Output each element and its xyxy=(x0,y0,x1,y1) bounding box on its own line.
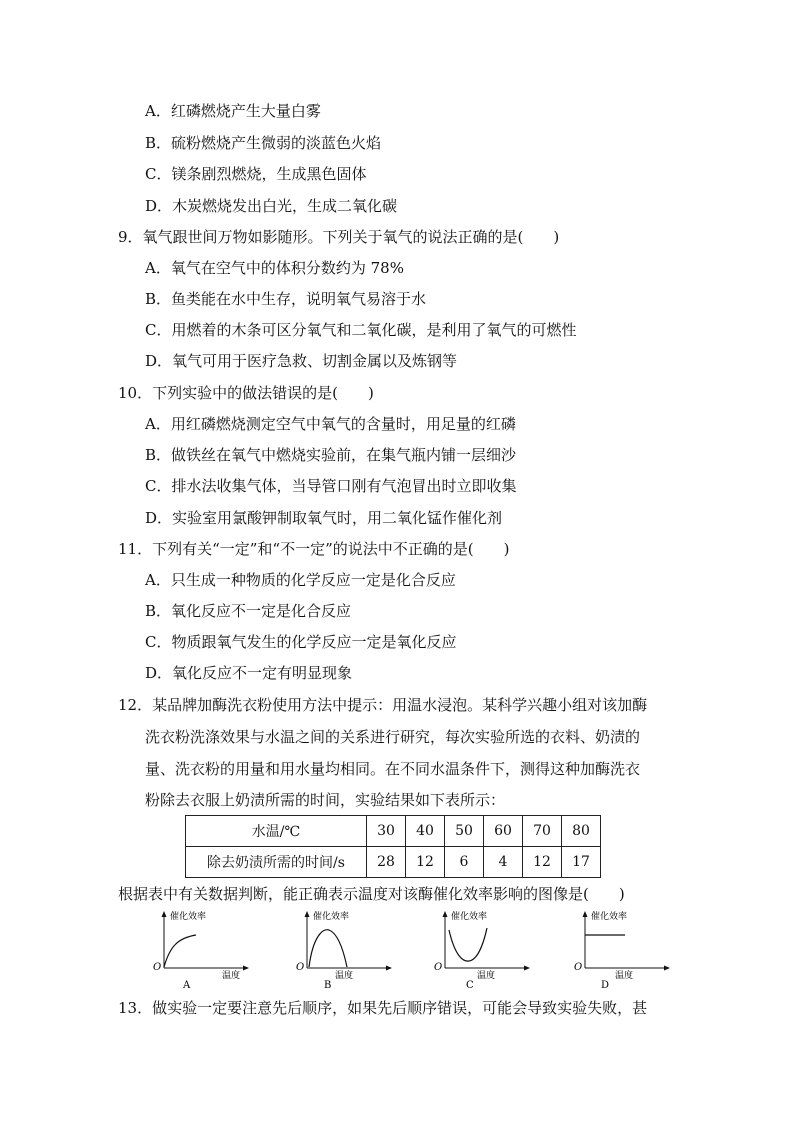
graph-a xyxy=(148,908,258,990)
graph-c-xlabel: 温度 xyxy=(477,971,496,981)
q12-stem-line-4: 粉除去衣服上奶渍所需的时间，实验结果如下表所示： xyxy=(145,791,506,809)
table-cell: 50 xyxy=(445,816,484,847)
q10-option-d: D．实验室用氯酸钾制取氧气时，用二氧化锰作催化剂 xyxy=(145,509,503,527)
q10-option-a: A．用红磷燃烧测定空气中氧气的含量时，用足量的红磷 xyxy=(145,415,516,433)
graph-a-ylabel: 催化效率 xyxy=(170,912,207,922)
q10-stem: 10．下列实验中的做法错误的是( ) xyxy=(118,384,374,402)
table-cell: 30 xyxy=(367,816,406,847)
q9-option-a: A．氧气在空气中的体积分数约为 78% xyxy=(145,259,404,277)
table-cell: 12 xyxy=(523,847,562,878)
graph-d-origin: O xyxy=(574,962,583,973)
graph-d xyxy=(569,908,679,990)
data-table xyxy=(185,815,601,878)
table-cell: 28 xyxy=(367,847,406,878)
q8-option-d: D．木炭燃烧发出白光，生成二氧化碳 xyxy=(145,197,398,215)
q12-stem-line-2: 洗衣粉洗涤效果与水温之间的关系进行研究，每次实验所选的衣料、奶渍的 xyxy=(145,728,641,746)
table-header-water-temp: 水温/℃ xyxy=(186,816,367,847)
table-cell: 17 xyxy=(562,847,601,878)
graph-b xyxy=(291,908,401,990)
q12-stem-line-3: 量、洗衣粉的用量和用水量均相同。在不同水温条件下，测得这种加酶洗衣 xyxy=(145,760,641,778)
table-row xyxy=(186,816,601,847)
q11-option-c: C．物质跟氧气发生的化学反应一定是氧化反应 xyxy=(145,633,457,651)
graph-d-ylabel: 催化效率 xyxy=(591,912,628,922)
graph-a-origin: O xyxy=(153,962,162,973)
q13-stem: 13．做实验一定要注意先后顺序，如果先后顺序错误，可能会导致实验失败，甚 xyxy=(118,999,648,1017)
graph-b-xlabel: 温度 xyxy=(335,971,354,981)
table-cell: 80 xyxy=(562,816,601,847)
table-cell: 40 xyxy=(406,816,445,847)
q8-option-c: C．镁条剧烈燃烧，生成黑色固体 xyxy=(145,165,367,183)
table-cell: 60 xyxy=(484,816,523,847)
q10-option-c: C．排水法收集气体，当导管口刚有气泡冒出时立即收集 xyxy=(145,477,517,495)
table-cell: 12 xyxy=(406,847,445,878)
graph-a-letter: A xyxy=(183,980,191,990)
graph-c-origin: O xyxy=(434,962,443,973)
table-row xyxy=(186,847,601,878)
q9-stem: 9．氧气跟世间万物如影随形。下列关于氧气的说法正确的是( ) xyxy=(118,228,560,246)
q12-stem-line-1: 12．某品牌加酶洗衣粉使用方法中提示：用温水浸泡。某科学兴趣小组对该加酶 xyxy=(118,696,648,714)
table-header-time: 除去奶渍所需的时间/s xyxy=(186,847,367,878)
graph-b-ylabel: 催化效率 xyxy=(313,912,350,922)
graph-d-letter: D xyxy=(601,980,610,990)
graph-b-letter: B xyxy=(324,980,332,990)
q9-option-b: B．鱼类能在水中生存，说明氧气易溶于水 xyxy=(145,290,427,308)
table-cell: 70 xyxy=(523,816,562,847)
q9-option-d: D．氧气可用于医疗急救、切割金属以及炼钢等 xyxy=(145,352,458,370)
q8-option-a: A．红磷燃烧产生大量白雾 xyxy=(145,102,321,120)
q11-stem: 11．下列有关“一定”和“不一定”的说法中不正确的是( ) xyxy=(118,540,510,558)
q10-option-b: B．做铁丝在氧气中燃烧实验前，在集气瓶内铺一层细沙 xyxy=(145,446,517,464)
q11-option-b: B．氧化反应不一定是化合反应 xyxy=(145,602,352,620)
q8-option-b: B．硫粉燃烧产生微弱的淡蓝色火焰 xyxy=(145,134,382,152)
graph-c-ylabel: 催化效率 xyxy=(451,912,488,922)
graph-a-xlabel: 温度 xyxy=(222,971,241,981)
q11-option-a: A．只生成一种物质的化学反应一定是化合反应 xyxy=(145,571,456,589)
table-cell: 6 xyxy=(445,847,484,878)
graph-d-xlabel: 温度 xyxy=(615,971,634,981)
graph-c xyxy=(429,908,539,990)
q12-question: 根据表中有关数据判断，能正确表示温度对该酶催化效率影响的图像是( ) xyxy=(118,885,625,903)
graph-b-origin: O xyxy=(296,962,305,973)
table-cell: 4 xyxy=(484,847,523,878)
graph-c-letter: C xyxy=(466,980,474,990)
q11-option-d: D．氧化反应不一定有明显现象 xyxy=(145,664,353,682)
q9-option-c: C．用燃着的木条可区分氧气和二氧化碳，是利用了氧气的可燃性 xyxy=(145,321,577,339)
